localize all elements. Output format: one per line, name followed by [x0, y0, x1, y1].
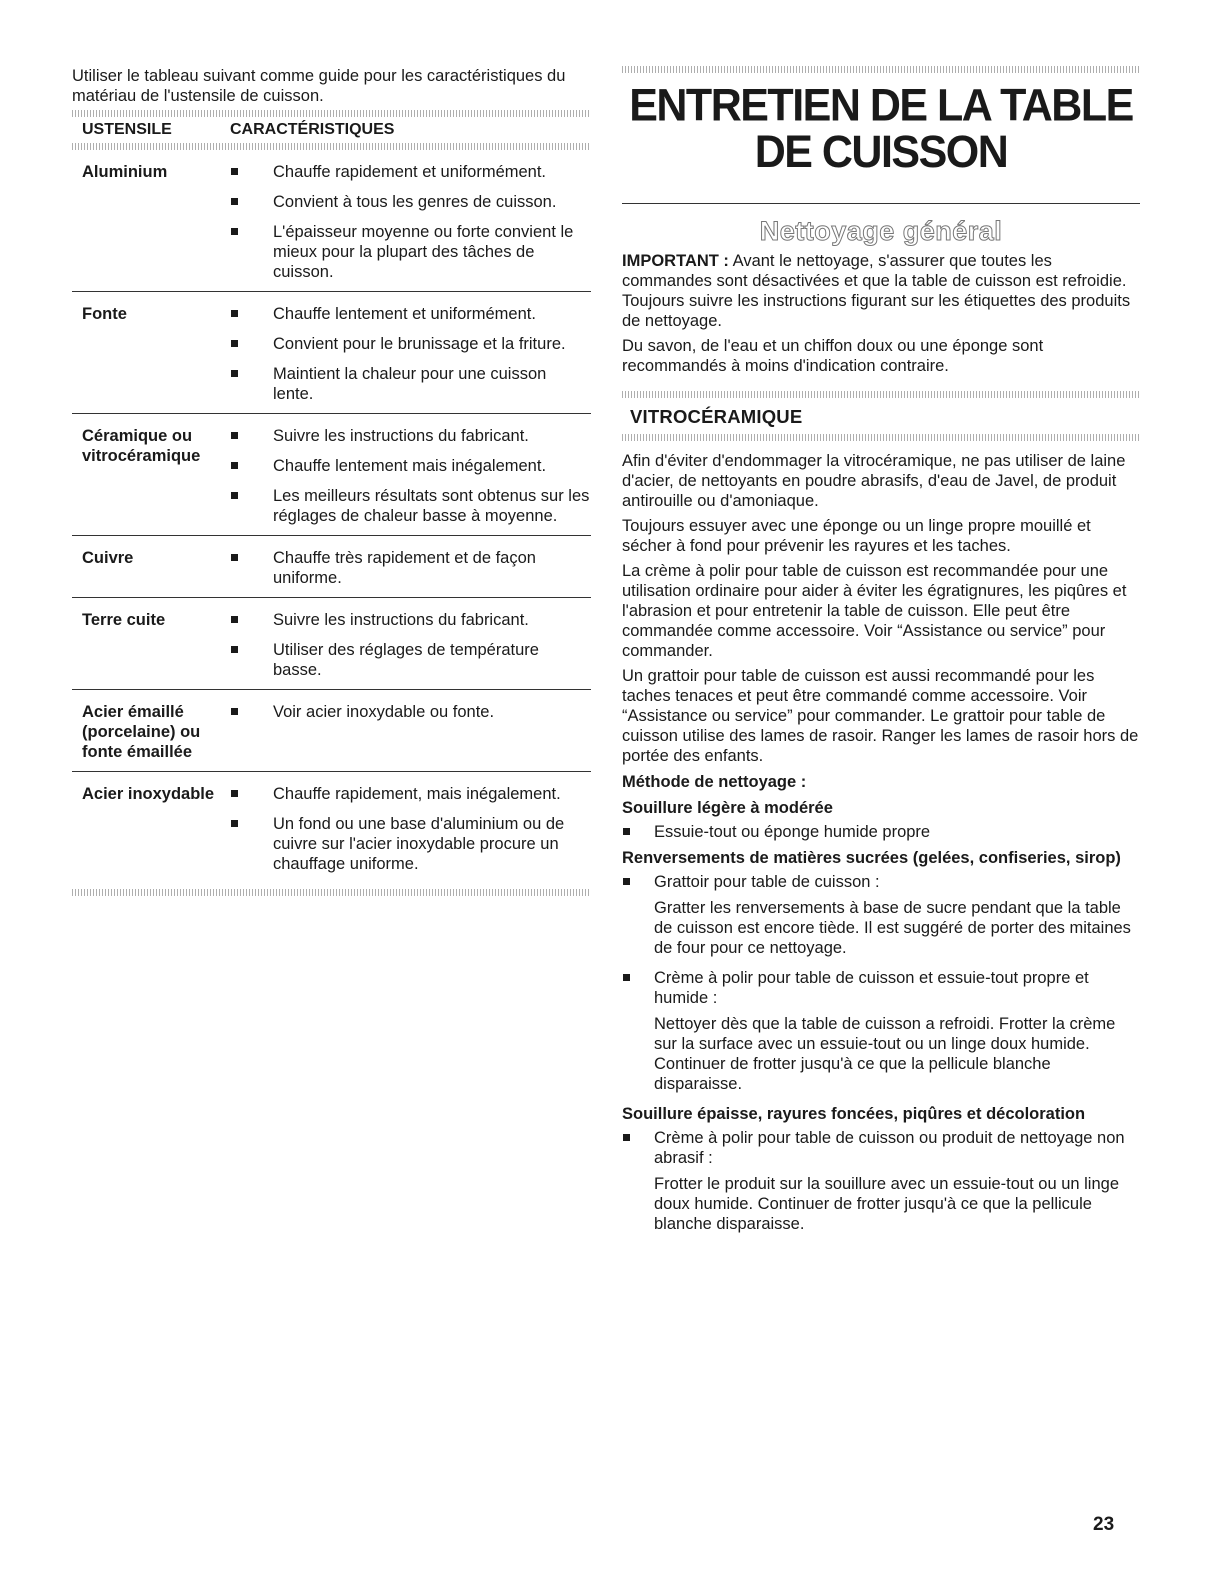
material-name: Céramique ou vitrocéramique [82, 427, 201, 465]
square-bullet-icon [231, 820, 238, 827]
material-name: Cuivre [82, 549, 134, 567]
list-item: Crème à polir pour table de cuisson ou produit de nettoyage non abrasif : [622, 1128, 1140, 1168]
square-bullet-icon [231, 432, 238, 439]
vitroceramique-section [622, 391, 1140, 441]
header-ustensile: USTENSILE [82, 121, 172, 138]
page-number: 23 [1093, 1514, 1115, 1535]
subheading-heavy-soil: Souillure épaisse, rayures foncées, piqûres et décoloration [622, 1105, 1086, 1123]
paragraph: La crème à polir pour table de cuisson est recommandée pour une utilisation ordinaire pour aider à éviter les égratignures, les piqûres et l'abrasion et pour entretenir la table de cuisson. Elle peut être commandée comme accessoire. Voir “Assistance ou service” pour commander. [622, 562, 1127, 660]
material-name: Terre cuite [82, 611, 166, 629]
list-item: Chauffe très rapidement et de façon uniforme. [230, 548, 591, 588]
hatch-divider [72, 889, 591, 896]
square-bullet-icon [623, 828, 630, 835]
list-item: Suivre les instructions du fabricant. [230, 610, 591, 630]
hatch-divider [622, 434, 1140, 441]
square-bullet-icon [231, 708, 238, 715]
title-divider [622, 203, 1140, 204]
table-row [72, 150, 591, 292]
list-item: Maintient la chaleur pour une cuisson lente. [230, 364, 591, 404]
list-item: Convient à tous les genres de cuisson. [230, 192, 591, 212]
right-column [622, 66, 1140, 1244]
square-bullet-icon [231, 370, 238, 377]
method-heading: Méthode de nettoyage : [622, 773, 807, 791]
section-heading: VITROCÉRAMIQUE [630, 406, 803, 427]
material-name: Acier inoxydable [82, 785, 215, 803]
hatch-divider [72, 110, 591, 117]
square-bullet-icon [231, 310, 238, 317]
soap-note: Du savon, de l'eau et un chiffon doux ou une éponge sont recommandés à moins d'indication contraire. [622, 337, 1044, 375]
table-intro: Utiliser le tableau suivant comme guide pour les caractéristiques du matériau de l'ustensile de cuisson. [72, 67, 566, 105]
paragraph: Toujours essuyer avec une éponge ou un linge propre mouillé et sécher à fond pour prévenir les rayures et les taches. [622, 517, 1091, 555]
square-bullet-icon [231, 492, 238, 499]
page-title: ENTRETIEN DE LA TABLE DE CUISSON [629, 80, 1133, 178]
hatch-divider [622, 66, 1140, 73]
list-item: Suivre les instructions du fabricant. [230, 426, 591, 446]
square-bullet-icon [231, 646, 238, 653]
material-name: Aluminium [82, 163, 168, 181]
list-item: Convient pour le brunissage et la friture. [230, 334, 591, 354]
subheading-sugar-spills: Renversements de matières sucrées (gelées, confiseries, sirop) [622, 849, 1121, 867]
paragraph: Un grattoir pour table de cuisson est aussi recommandé pour les taches tenaces et peut être commandé comme accessoire. Voir “Assistance ou service” pour commander. Le grattoir pour table de cuisson utilise des lames de rasoir. Ranger les lames de rasoir hors de portée des enfants. [622, 667, 1139, 765]
table-header [72, 117, 591, 143]
table-row [72, 414, 591, 536]
table-row [72, 598, 591, 690]
square-bullet-icon [623, 878, 630, 885]
material-name: Acier émaillé (porcelaine) ou fonte émaillée [82, 703, 201, 761]
list-item: Chauffe rapidement, mais inégalement. [230, 784, 591, 804]
table-row [72, 690, 591, 772]
list-item: Chauffe lentement mais inégalement. [230, 456, 591, 476]
table-row [72, 772, 591, 883]
square-bullet-icon [623, 974, 630, 981]
list-item: Chauffe rapidement et uniformément. [230, 162, 591, 182]
section-subtitle: Nettoyage général [759, 216, 1003, 246]
list-item: Essuie-tout ou éponge humide propre [622, 822, 1140, 842]
indented-paragraph: Frotter le produit sur la souillure avec un essuie-tout ou un linge doux humide. Continuer de frotter jusqu'à ce que la pellicule blanche disparaisse. [654, 1175, 1120, 1233]
header-caracteristiques: CARACTÉRISTIQUES [230, 121, 395, 138]
list-item: Chauffe lentement et uniformément. [230, 304, 591, 324]
hatch-divider [72, 143, 591, 150]
square-bullet-icon [623, 1134, 630, 1141]
list-item: Les meilleurs résultats sont obtenus sur les réglages de chaleur basse à moyenne. [230, 486, 591, 526]
square-bullet-icon [231, 340, 238, 347]
square-bullet-icon [231, 554, 238, 561]
list-item: L'épaisseur moyenne ou forte convient le mieux pour la plupart des tâches de cuisson. [230, 222, 591, 282]
list-item: Voir acier inoxydable ou fonte. [230, 702, 591, 722]
indented-paragraph: Gratter les renversements à base de sucre pendant que la table de cuisson est encore tiède. Il est suggéré de porter des mitaines de four pour ce nettoyage. [654, 899, 1131, 957]
table-row [72, 536, 591, 598]
indented-paragraph: Nettoyer dès que la table de cuisson a refroidi. Frotter la crème sur la surface avec un essuie-tout ou un linge doux humide. Continuer de frotter jusqu'à ce que la pellicule blanche disparaisse. [654, 1015, 1116, 1093]
list-item: Grattoir pour table de cuisson : [622, 872, 1140, 892]
cookware-table-body [72, 150, 591, 883]
subheading-light-soil: Souillure légère à modérée [622, 799, 833, 817]
list-item: Utiliser des réglages de température basse. [230, 640, 591, 680]
important-note: IMPORTANT : Avant le nettoyage, s'assurer que toutes les commandes sont désactivées et que la table de cuisson est refroidie. Toujours suivre les instructions figurant sur les étiquettes des produits de nettoyage. [622, 252, 1131, 330]
paragraph: Afin d'éviter d'endommager la vitrocéramique, ne pas utiliser de laine d'acier, de nettoyants en poudre abrasifs, d'eau de Javel, de produit antirouille ou d'amoniaque. [622, 452, 1126, 510]
table-row [72, 292, 591, 414]
square-bullet-icon [231, 168, 238, 175]
square-bullet-icon [231, 462, 238, 469]
square-bullet-icon [231, 198, 238, 205]
list-item: Un fond ou une base d'aluminium ou de cuivre sur l'acier inoxydable procure un chauffage uniforme. [230, 814, 591, 874]
square-bullet-icon [231, 790, 238, 797]
hatch-divider [622, 391, 1140, 398]
square-bullet-icon [231, 228, 238, 235]
material-name: Fonte [82, 305, 127, 323]
square-bullet-icon [231, 616, 238, 623]
list-item: Crème à polir pour table de cuisson et essuie-tout propre et humide : [622, 968, 1140, 1008]
important-label: IMPORTANT : [622, 252, 729, 270]
left-column [72, 66, 591, 896]
